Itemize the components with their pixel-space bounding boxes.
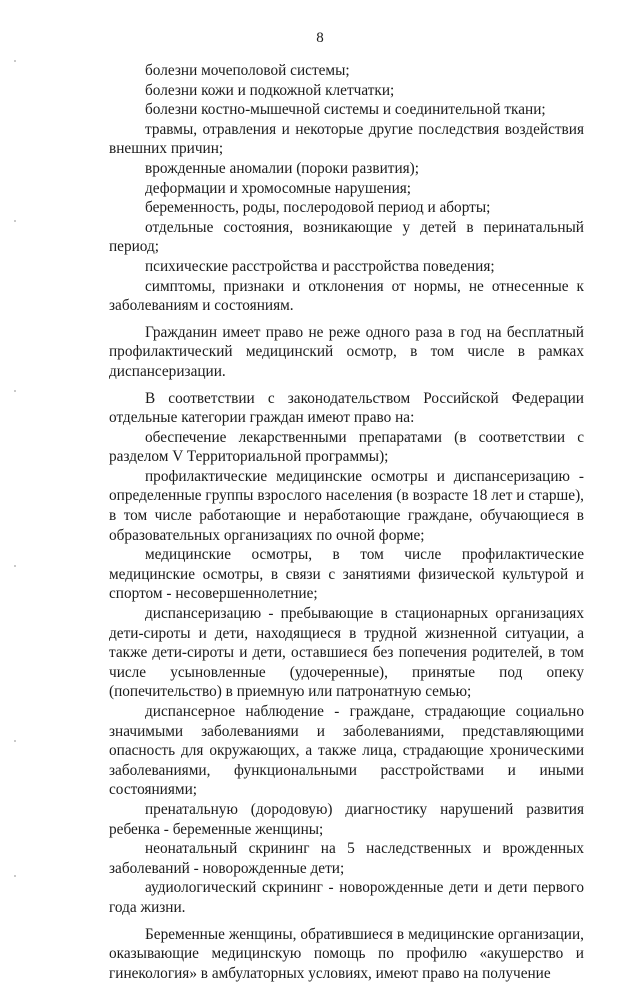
paragraph: болезни костно-мышечной системы и соединительной ткани; bbox=[145, 101, 546, 119]
paragraph: профилактические медицинские осмотры и диспансеризацию - определенные группы взрослого населения (в возрасте 18 лет и старше), в том числе работающие и неработающие граждане, обучающиеся в образовательных организациях по очной форме; bbox=[109, 467, 584, 544]
paragraph: симптомы, признаки и отклонения от нормы, не отнесенные к заболеваниям и состояниям. bbox=[109, 277, 584, 315]
paragraph: неонатальный скрининг на 5 наследственных и врожденных заболеваний - новорожденные дети; bbox=[109, 840, 584, 877]
paragraph: пренатальную (дородовую) диагностику нарушений развития ребенка - беременные женщины; bbox=[109, 800, 584, 838]
paragraph: болезни мочеполовой системы; bbox=[145, 62, 350, 79]
paragraph: болезни кожи и подкожной клетчатки; bbox=[145, 81, 395, 99]
paragraph: В соответствии с законодательством Российской Федерации отдельные категории граждан имеют право на: bbox=[109, 389, 584, 427]
paragraph: отдельные состояния, возникающие у детей в перинатальный период; bbox=[109, 218, 584, 256]
paragraph: травмы, отравления и некоторые другие последствия воздействия внешних причин; bbox=[109, 120, 584, 158]
paragraph: обеспечение лекарственными препаратами (в соответствии с разделом V Территориальной программы); bbox=[109, 428, 584, 466]
paragraph: деформации и хромосомные нарушения; bbox=[145, 179, 412, 197]
paragraph: Беременные женщины, обратившиеся в медицинские организации, оказывающие медицинскую помощь по профилю «акушерство и гинекология» в амбулаторных условиях, имеют право на получение bbox=[109, 925, 584, 982]
paragraph: врожденные аномалии (пороки развития); bbox=[145, 159, 420, 177]
paragraph: аудиологический скрининг - новорожденные дети и дети первого года жизни. bbox=[109, 879, 584, 916]
paragraph: диспансерное наблюдение - граждане, страдающие социально значимыми заболеваниями и заболеваниями, представляющими опасность для окружающих, а также лица, страдающие хроническими заболеваниями, функциональными расстройствами и иными состояниями; bbox=[109, 703, 584, 799]
paragraph: диспансеризацию - пребывающие в стационарных организациях дети-сироты и дети, находящиеся в трудной жизненной ситуации, а также дети-сироты и дети, оставшиеся без попечения родителей, в том числе усыновленные (удочеренные), принятые под опеку (попечительство) в приемную или патронатную семью; bbox=[109, 605, 584, 701]
paragraph: медицинские осмотры, в том числе профилактические медицинские осмотры, в связи с занятиями физической культурой и спортом - несовершеннолетние; bbox=[109, 546, 584, 603]
paragraph: беременность, роды, послеродовой период и аборты; bbox=[145, 199, 491, 217]
paragraph: Гражданин имеет право не реже одного раза в год на бесплатный профилактический медицинский осмотр, в том числе в рамках диспансеризации. bbox=[109, 323, 584, 380]
paragraph: психические расстройства и расстройства поведения; bbox=[145, 257, 495, 275]
page-number: 8 bbox=[316, 30, 324, 46]
body-text bbox=[109, 61, 584, 983]
scan-margin-marks bbox=[14, 60, 17, 880]
